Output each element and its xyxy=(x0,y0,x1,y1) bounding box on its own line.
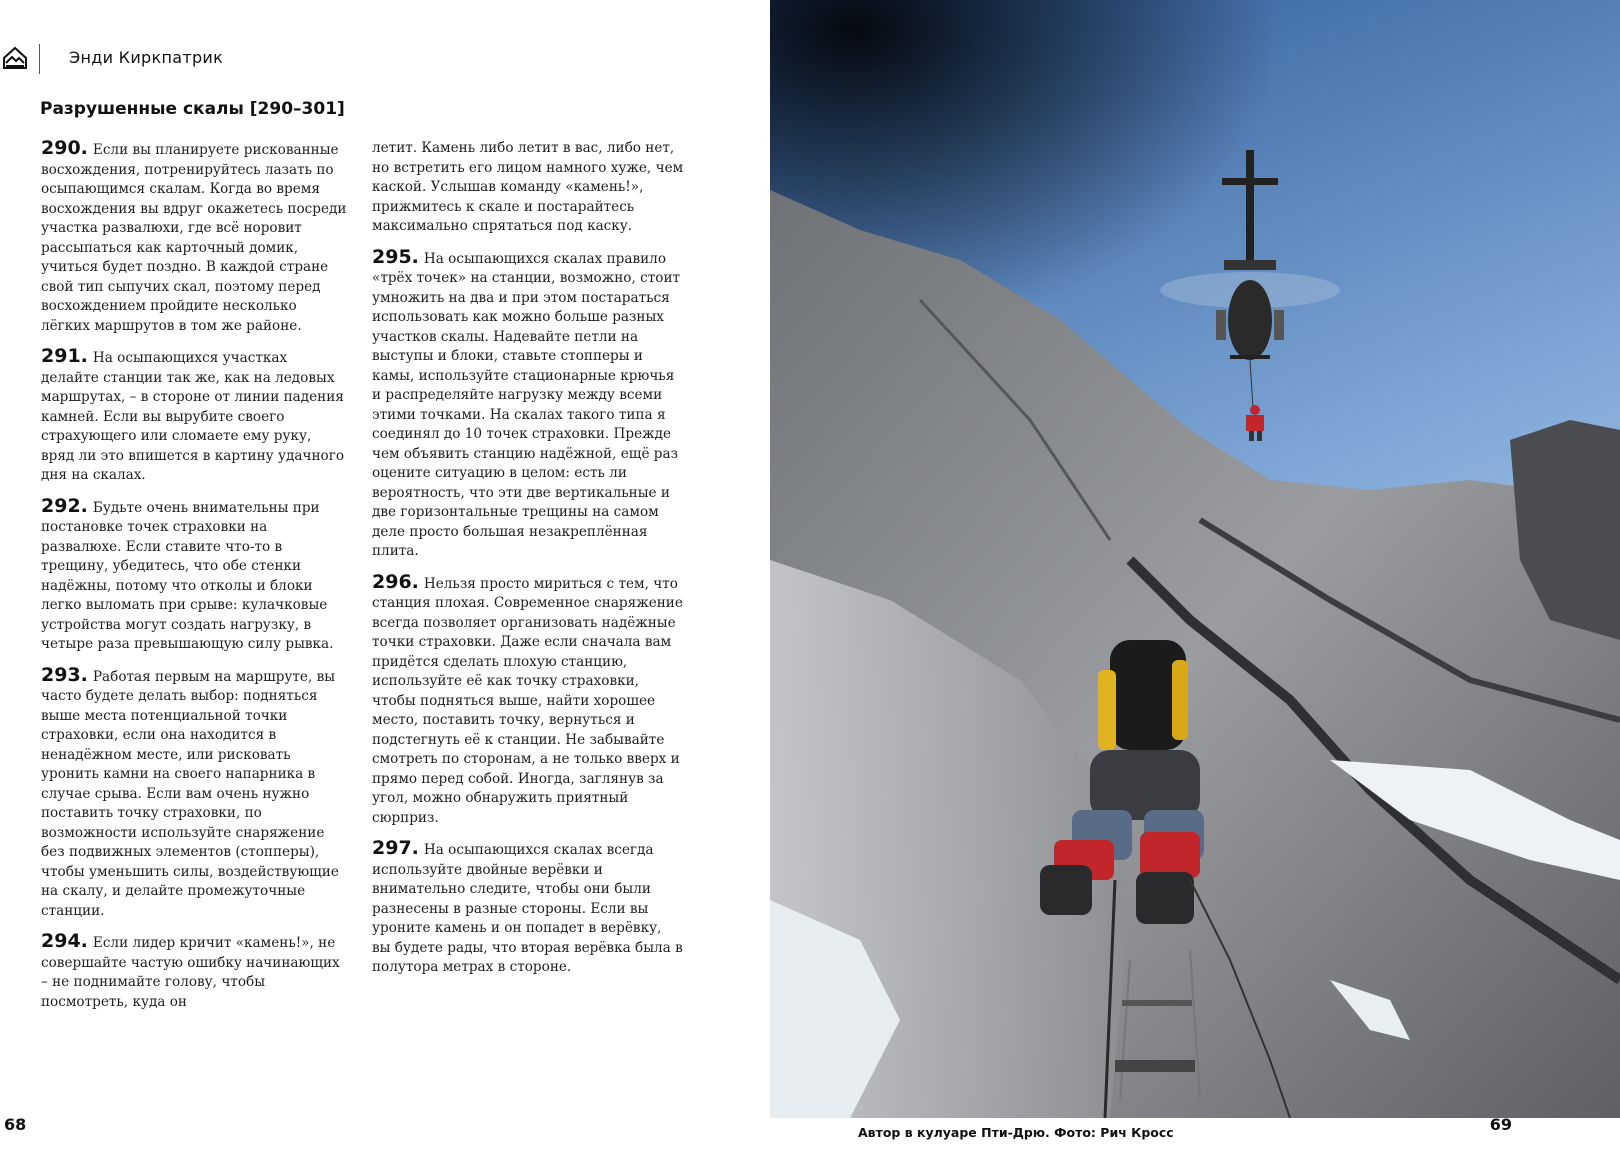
tip-entry-291 xyxy=(41,347,347,486)
page-number-left: 68 xyxy=(4,1115,27,1134)
tip-entry-293 xyxy=(41,663,347,922)
tip-number: 290. xyxy=(41,137,88,159)
tip-number: 291. xyxy=(41,345,88,367)
tip-text: На осыпающихся участках делайте станции так же, как на ледовых маршрутах, – в стороне от линии падения камней. Если вы вырубите своего страхующего или сломаете ему руку, вряд ли это впишется в картину удачного дня на скалах. xyxy=(41,350,345,483)
climbing-photo xyxy=(770,0,1620,1118)
author-name: Энди Киркпатрик xyxy=(69,48,224,67)
tip-text: На осыпающихся скалах правило «трёх точек» на станции, возможно, стоит умножить на два и при этом постараться использовать как можно больше разных участков скалы. Надевайте петли на выступы и блоки, ставьте стопперы и камы, используйте стационарные крючья и распределяйте нагрузку между всеми этими точками. На скалах такого типа я соединял до 10 точек страховки. Прежде чем объявить станцию надёжной, ещё раз оцените ситуацию в целом: есть ли вероятность, что эти две вертикальные и две горизонтальные трещины на самом деле просто большая незакреплённая плита. xyxy=(372,250,681,559)
tip-entry-294 xyxy=(41,932,347,1012)
text-column-2 xyxy=(372,139,684,989)
tip-text: летит. Камень либо летит в вас, либо нет, но встретить его лицом намного хуже, чем каской. Услышав команду «камень!», прижмитесь к скале и постарайтесь максимально спрятаться под каску. xyxy=(372,140,684,234)
left-page xyxy=(0,0,770,1152)
photo-caption: Автор в кулуаре Пти-Дрю. Фото: Рич Кросс xyxy=(858,1125,1174,1140)
tip-number: 292. xyxy=(41,494,88,517)
running-head-divider xyxy=(39,44,40,74)
tip-entry-296 xyxy=(372,570,684,829)
tip-text: Если вы планируете рискованные восхождения, потренируйтесь лазать по осыпающимся скалам. Когда во время восхождения вы вдруг окажетесь посреди участка развалюхи, где всё норовит рассыпаться как карточный домик, учиться будет поздно. В каждой стране свой тип сыпучих скал, поэтому перед восхождением пройдите несколько лёгких маршрутов в том же районе. xyxy=(41,142,347,334)
text-column-1 xyxy=(41,139,347,1023)
mountain-logo-icon xyxy=(2,46,28,72)
tip-number: 297. xyxy=(372,837,419,859)
tip-text: Будьте очень внимательны при постановке точек страховки на развалюхе. Если ставите что-то в трещину, убедитесь, что обе стенки надёжны, потому что отколы и блоки легко выломать при срыве: кулачковые устройства могут создать нагрузку, в четыре раза превышающую силу рывка. xyxy=(41,499,334,652)
tip-text: На осыпающихся скалах всегда используйте двойные верёвки и внимательно следите, чтобы они были разнесены в разные стороны. Если вы уроните камень и он попадет в верёвку, вы будете рады, что вторая верёвка была в полутора метрах в стороне. xyxy=(372,842,683,975)
tip-entry-295 xyxy=(372,245,684,562)
section-title: Разрушенные скалы [290–301] xyxy=(40,99,345,119)
page-number-right: 69 xyxy=(1489,1115,1512,1134)
tip-number: 295. xyxy=(372,245,419,268)
tip-entry-292 xyxy=(41,494,347,655)
tip-text: Работая первым на маршруте, вы часто будете делать выбор: подняться выше места потенциальной точки страховки, если она находится в ненадёжном месте, или рисковать уронить камни на своего напарника в случае срыва. Если вам очень нужно поставить точку страховки, по возможности используйте снаряжение без подвижных элементов (стопперы), чтобы уменьшить силы, воздействующие на скалу, и делайте промежуточные станции. xyxy=(41,668,339,919)
tip-entry-297 xyxy=(372,839,684,978)
tip-text: Нельзя просто мириться с тем, что станция плохая. Современное снаряжение всегда позволяет организовать надёжные точки страховки. Даже если сначала вам придётся сделать плохую станцию, используйте её как точку страховки, чтобы подняться выше, найти хорошее место, поставить точку, вернуться и подстегнуть её к станции. Не забывайте смотреть по сторонам, а не только вверх и прямо перед собой. Иногда, заглянув за угол, можно обнаружить приятный сюрприз. xyxy=(372,575,683,826)
tip-entry-294-continued xyxy=(372,139,684,237)
running-head xyxy=(0,42,400,76)
tip-number: 294. xyxy=(41,930,88,952)
photo-illustration xyxy=(770,0,1620,1118)
tip-text: Если лидер кричит «камень!», не совершайте частую ошибку начинающих – не поднимайте голову, чтобы посмотреть, куда он xyxy=(41,935,340,1010)
tip-number: 293. xyxy=(41,663,88,686)
tip-entry-290 xyxy=(41,139,347,336)
tip-number: 296. xyxy=(372,570,419,593)
